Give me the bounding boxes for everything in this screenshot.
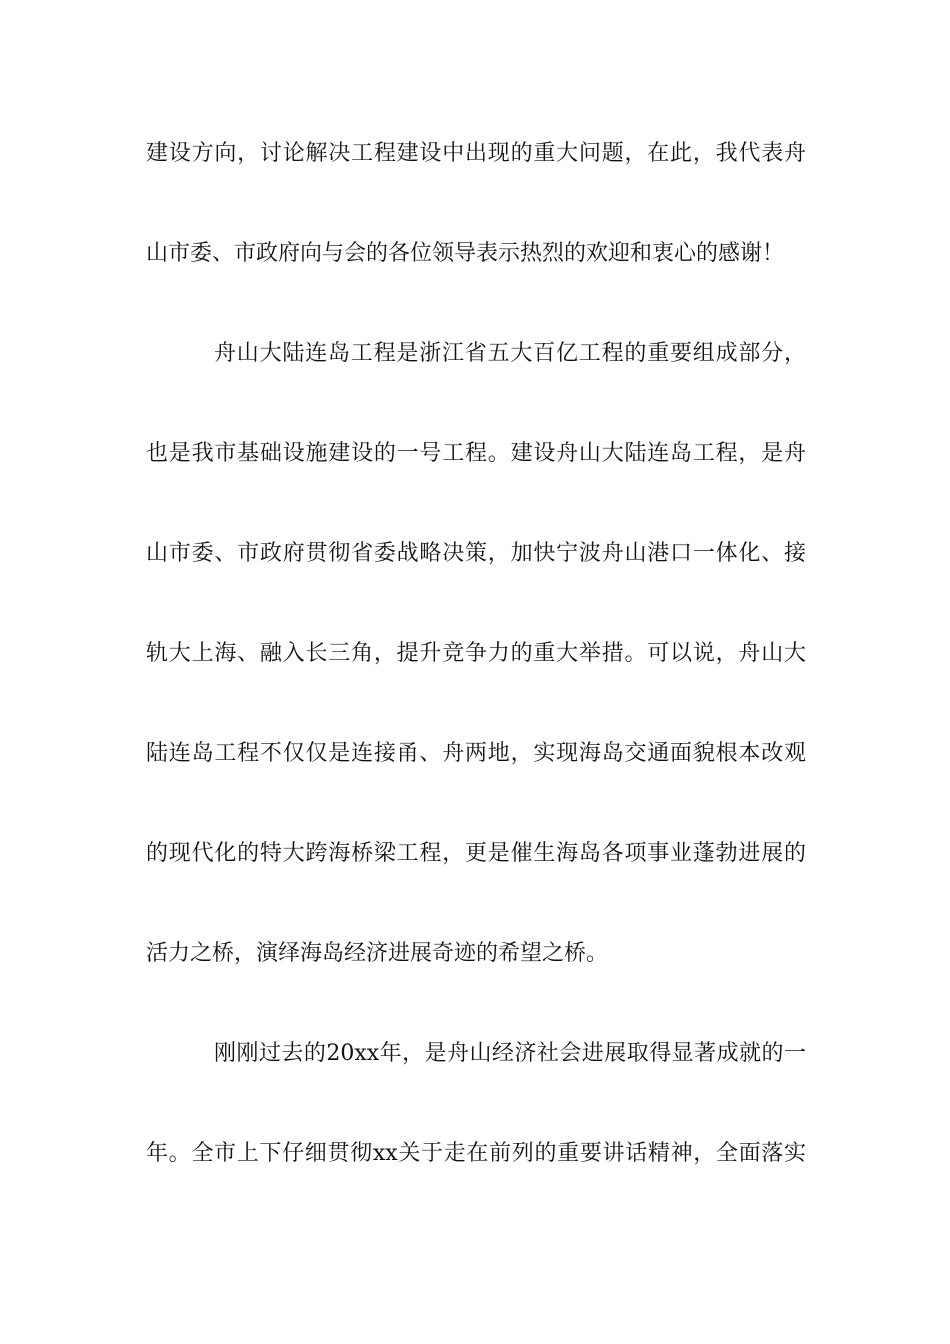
- text-line-10: 刚刚过去的20xx年，是舟山经济社会进展取得显著成就的一: [214, 1041, 806, 1066]
- text-line-3: 舟山大陆连岛工程是浙江省五大百亿工程的重要组成部分，: [214, 341, 806, 366]
- text-line-5: 山市委、市政府贯彻省委战略决策，加快宁波舟山港口一体化、接: [146, 541, 806, 566]
- text-line-8: 的现代化的特大跨海桥梁工程，更是催生海岛各项事业蓬勃进展的: [146, 841, 806, 866]
- text-line-11: 年。全市上下仔细贯彻xx关于走在前列的重要讲话精神，全面落实: [146, 1141, 806, 1166]
- text-line-7: 陆连岛工程不仅仅是连接甬、舟两地，实现海岛交通面貌根本改观: [146, 741, 806, 766]
- text-line-9: 活力之桥，演绎海岛经济进展奇迹的希望之桥。: [146, 941, 609, 966]
- text-line-1: 建设方向，讨论解决工程建设中出现的重大问题，在此，我代表舟: [146, 141, 806, 166]
- text-line-2: 山市委、市政府向与会的各位领导表示热烈的欢迎和衷心的感谢！: [146, 241, 785, 266]
- text-line-4: 也是我市基础设施建设的一号工程。建设舟山大陆连岛工程，是舟: [146, 441, 806, 466]
- text-line-6: 轨大上海、融入长三角，提升竞争力的重大举措。可以说，舟山大: [146, 641, 806, 666]
